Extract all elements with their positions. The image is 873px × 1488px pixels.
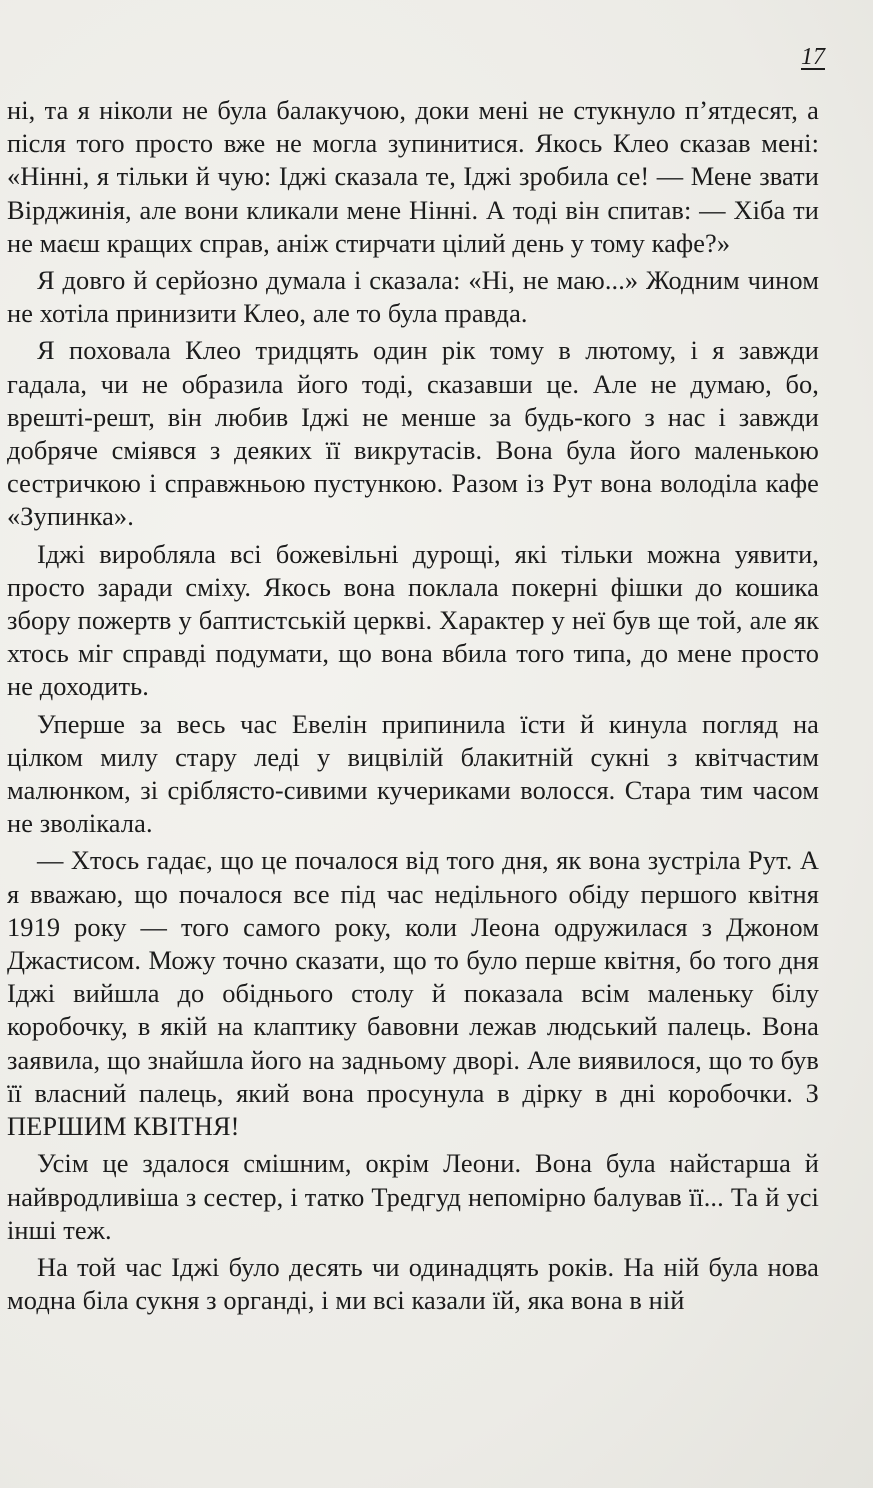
paragraph-1: ні, та я ніколи не була балакучою, доки мені не стукнуло п’ятдесят, а після того просто вже не могла зупинитися. Якось Клео сказав мені: «Нінні, я тільки й чую: Іджі сказала те, Іджі зробила се! — Мене звати Вірджинія, але вони кликали мене Нінні. А тоді він спитав: — Хіба ти не маєш кращих справ, аніж стирчати цілий день у тому кафе?» [7,95,819,258]
page-number: 17 [801,44,825,70]
paragraph-4: Іджі виробляла всі божевільні дурощі, які тільки можна уявити, просто заради сміху. Якось вона поклала покерні фішки до кошика збору пожертв у баптистській церкві. Характер у неї був ще той, але як хтось міг справді подумати, що вона вбила того типа, до мене просто не доходить. [7,538,819,702]
paragraph-3: Я поховала Клео тридцять один рік тому в лютому, і я завжди гадала, чи не образила його тоді, сказавши це. Але не думаю, бо, врешті-решт, він любив Іджі не менше за будь-кого з нас і завжди добряче сміявся з деяких її викрутасів. Вона була його маленькою сестричкою і справжньою пустункою. Разом із Рут вона володіла кафе «Зупинка». [7,335,819,532]
body-text [7,94,819,1317]
paragraph-2: Я довго й серйозно думала і сказала: «Ні, не маю...» Жодним чином не хотіла принизити Клео, але то була правда. [7,265,819,329]
paragraph-8: На той час Іджі було десять чи одинадцять років. На ній була нова модна біла сукня з органді, і ми всі казали їй, яка вона в ній [7,1251,819,1316]
paragraph-7: Усім це здалося смішним, окрім Леони. Вона була найстарша й найвродливіша з сестер, і татко Тредгуд непомірно балував її... Та й усі інші теж. [7,1148,819,1245]
paragraph-6: — Хтось гадає, що це почалося від того дня, як вона зустріла Рут. А я вважаю, що почалося все під час недільного обіду першого квітня 1919 року — того самого року, коли Леона одружилася з Джоном Джастисом. Можу точно сказати, що то було перше квітня, бо того дня Іджі вийшла до обіднього столу й показала всім маленьку білу коробочку, в якій на клаптику бавовни лежав людський палець. Вона заявила, що знайшла його на задньому дворі. Але виявилося, що то був її власний палець, який вона просунула в дірку в дні коробочки. З ПЕРШИМ КВІТНЯ! [7,845,819,1142]
paragraph-5: Уперше за весь час Евелін припинила їсти й кинула погляд на цілком милу стару леді у вицвілій блакитній сукні з квітчастим малюнком, зі сріблясто-сивими кучериками волосся. Стара тим часом не зволікала. [7,708,819,839]
